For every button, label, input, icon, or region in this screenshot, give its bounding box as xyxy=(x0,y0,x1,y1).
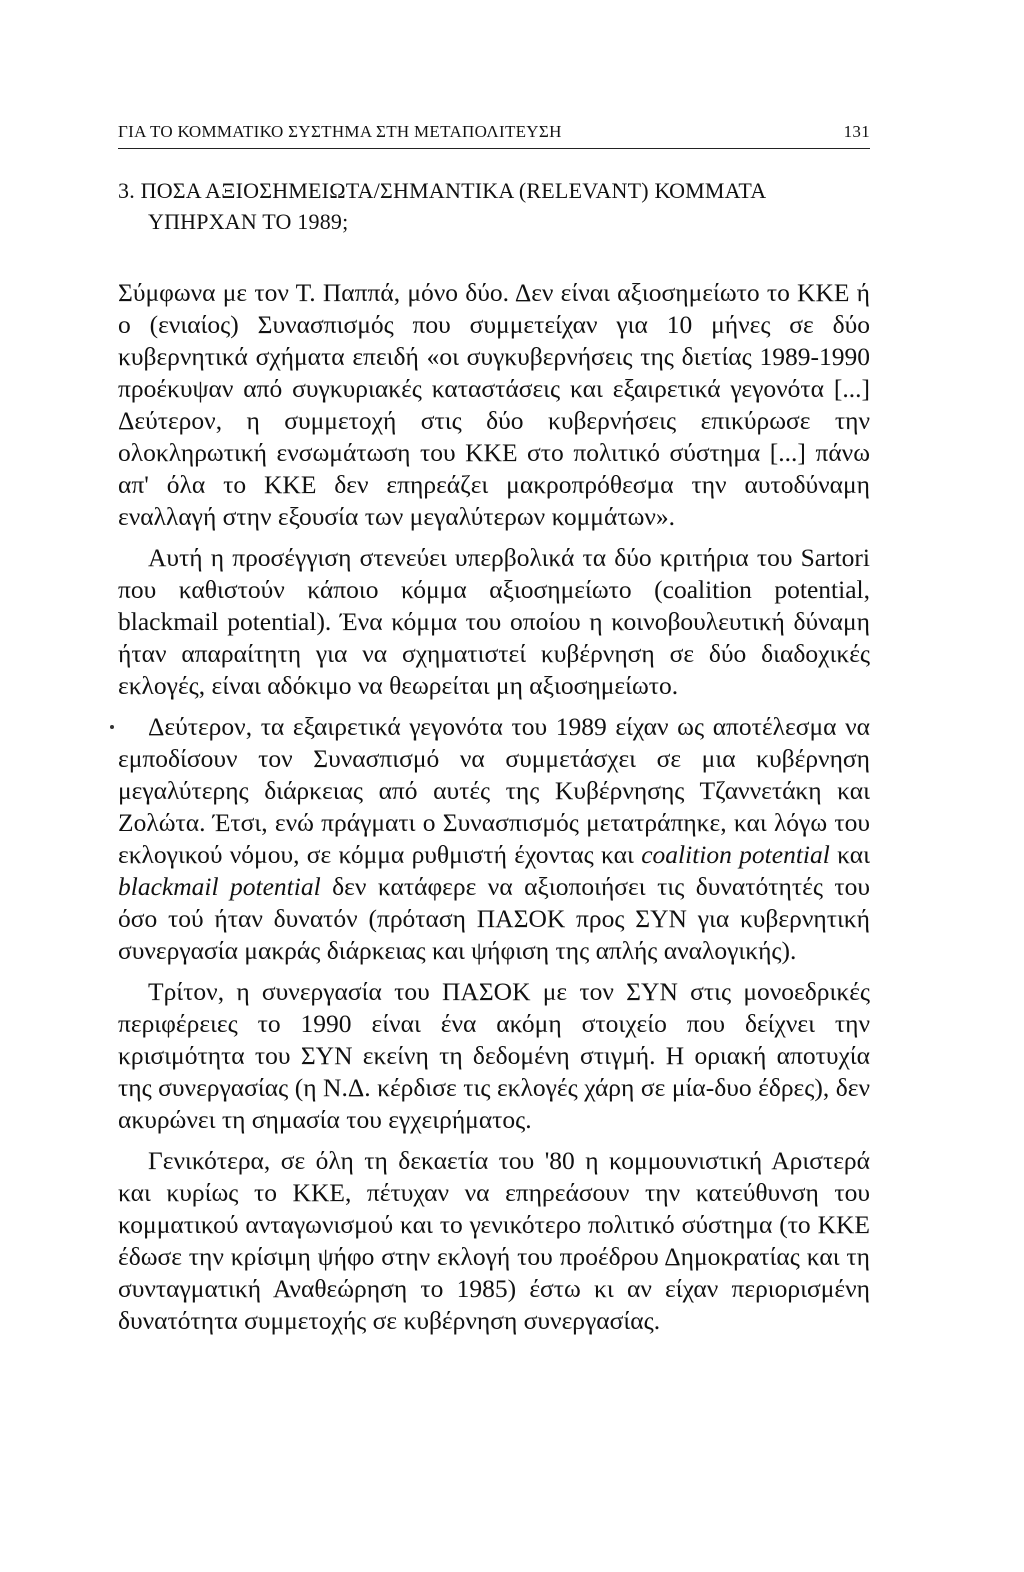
page-number: 131 xyxy=(843,122,870,141)
margin-mark-dot xyxy=(110,725,114,729)
running-head xyxy=(118,122,870,149)
paragraph-3-text-a: Δεύτερον, τα εξαιρετικά γεγονότα του 1989 είχαν ως αποτέλεσμα να εμποδίσουν τον Συνασπισμό να συμμετάσχει σε μια κυβέρνηση μεγαλύτερης διάρκειας από αυτές της Κυβέρνησης Τζαννετάκη και Ζολώτα. Έτσι, ενώ πράγματι ο Συνασπισμός μετατράπηκε, και λόγω του εκλογικού νόμου, σε κόμμα ρυθμιστή έχοντας και xyxy=(118,712,870,869)
paragraph-1: Σύμφωνα με τον Τ. Παππά, μόνο δύο. Δεν είναι αξιοσημείωτο το ΚΚΕ ή ο (ενιαίος) Συνασπισμός που συμμετείχαν για 10 μήνες σε δύο κυβερνητικά σχήματα επειδή «οι συγκυβερνήσεις της διετίας 1989-1990 προέκυψαν από συγκυριακές καταστάσεις και εξαιρετικά γεγονότα [...] Δεύτερον, η συμμετοχή στις δύο κυβερνήσεις επικύρωσε την ολοκληρωτική ενσωμάτωση του ΚΚΕ στο πολιτικό σύστημα [...] πάνω απ' όλα το ΚΚΕ δεν επηρεάζει μακροπρόθεσμα την αυτοδύναμη εναλλαγή στην εξουσία των μεγαλύτερων κομμάτων». xyxy=(118,278,870,531)
term-blackmail-potential: blackmail potential xyxy=(118,872,321,901)
book-page xyxy=(118,122,870,1346)
section-heading-line-2: ΥΠΗΡΧΑΝ ΤΟ 1989; xyxy=(148,209,349,234)
section-heading xyxy=(118,175,870,237)
paragraph-2: Αυτή η προσέγγιση στενεύει υπερβολικά τα δύο κριτήρια του Sartori που καθιστούν κάποιο κόμμα αξιοσημείωτο (coalition potential, blackmail potential). Ένα κόμμα του οποίου η κοινοβουλευτική δύναμη ήταν απαραίτητη για να σχηματιστεί κυβέρνηση σε δύο διαδοχικές εκλογές, είναι αδόκιμο να θεωρείται μη αξιοσημείωτο. xyxy=(118,543,870,700)
paragraph-3-text-b: και xyxy=(829,840,870,869)
paragraph-5: Γενικότερα, σε όλη τη δεκαετία του '80 η κομμουνιστική Αριστερά και κυρίως το ΚΚΕ, πέτυχαν να επηρεάσουν την κατεύθυνση του κομματικού ανταγωνισμού και το γενικότερο πολιτικό σύστημα (το ΚΚΕ έδωσε την κρίσιμη ψήφο στην εκλογή του προέδρου Δημοκρατίας και τη συνταγματική Αναθεώρηση το 1985) έστω κι αν είχαν περιορισμένη δυνατότητα συμμετοχής σε κυβέρνηση συνεργασίας. xyxy=(118,1146,870,1335)
paragraph-3 xyxy=(118,711,870,967)
section-heading-line-1: 3. ΠΟΣΑ ΑΞΙΟΣΗΜΕΙΩΤΑ/ΣΗΜΑΝΤΙΚΑ (RELEVANT) ΚΟΜΜΑΤΑ xyxy=(118,178,767,203)
running-head-title: ΓΙΑ ΤΟ ΚΟΜΜΑΤΙΚΟ ΣΥΣΤΗΜΑ ΣΤΗ ΜΕΤΑΠΟΛΙΤΕΥΣΗ xyxy=(118,122,562,141)
paragraph-3-text-c: δεν κατάφερε να αξιοποιήσει τις δυνατότητές του όσο τού ήταν δυνατόν (πρόταση ΠΑΣΟΚ προς ΣΥΝ για κυβερνητική συνεργασία μακράς διάρκειας και ψήφιση της απλής αναλογικής). xyxy=(118,872,871,965)
paragraph-4: Τρίτον, η συνεργασία του ΠΑΣΟΚ με τον ΣΥΝ στις μονοεδρικές περιφέρειες το 1990 είναι ένα ακόμη στοιχείο που δείχνει την κρισιμότητα του ΣΥΝ εκείνη τη δεδομένη στιγμή. Η οριακή αποτυχία της συνεργασίας (η Ν.Δ. κέρδισε τις εκλογές χάρη σε μία-δυο έδρες), δεν ακυρώνει τη σημασία του εγχειρήματος. xyxy=(118,977,870,1134)
body-text xyxy=(118,277,870,1337)
term-coalition-potential: coalition potential xyxy=(641,840,830,869)
